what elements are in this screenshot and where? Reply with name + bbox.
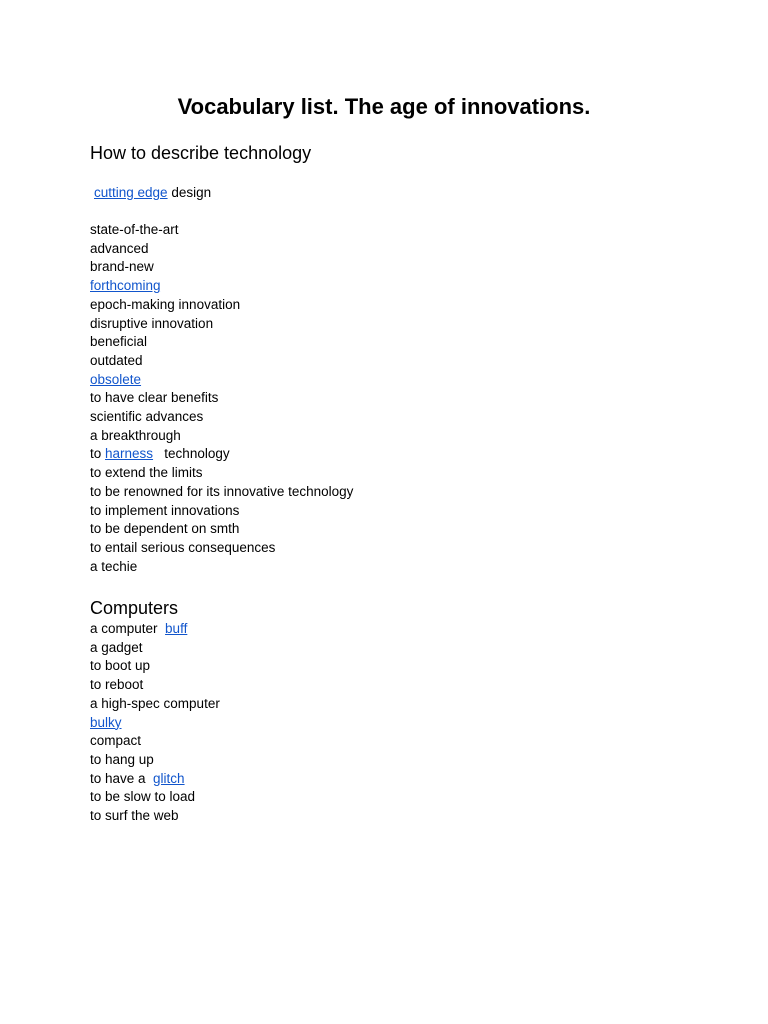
list-item-prefix: to have a [90, 770, 154, 786]
document-title: Vocabulary list. The age of innovations. [177, 94, 591, 119]
list-item: to boot up [90, 658, 151, 674]
list-item-suffix: technology [153, 446, 230, 462]
list-item: epoch-making innovation [90, 296, 241, 312]
list-item: disruptive innovation [90, 315, 214, 331]
list-item: to have clear benefits [90, 390, 219, 406]
intro-suffix: design [167, 185, 212, 200]
section-heading-technology: How to describe technology [90, 143, 312, 163]
list-item: to implement innovations [90, 502, 240, 518]
link-glitch[interactable]: glitch [153, 770, 185, 786]
technology-vocabulary-list [90, 221, 353, 576]
list-item: a gadget [90, 639, 143, 655]
list-item: to extend the limits [90, 465, 203, 481]
list-item [90, 445, 353, 464]
list-item [90, 714, 220, 733]
list-item: a techie [90, 558, 138, 574]
list-item [90, 770, 220, 789]
list-item: to be dependent on smth [90, 521, 240, 537]
list-item: to reboot [90, 677, 144, 693]
link-buff[interactable]: buff [165, 621, 188, 636]
list-item: to surf the web [90, 808, 179, 824]
link-bulky[interactable]: bulky [90, 714, 122, 730]
list-item-prefix: a computer [90, 621, 166, 636]
list-item-prefix: to [90, 446, 106, 462]
list-item: state-of-the-art [90, 222, 179, 237]
list-item: beneficial [90, 334, 148, 350]
list-item: to entail serious consequences [90, 539, 276, 555]
list-item: a breakthrough [90, 427, 181, 443]
list-item: brand-new [90, 259, 154, 275]
list-item: to hang up [90, 751, 154, 767]
list-item [90, 620, 220, 639]
list-item [90, 371, 353, 390]
list-item: a high-spec computer [90, 695, 220, 711]
section-heading-computers: Computers [90, 598, 179, 618]
list-item: scientific advances [90, 409, 204, 425]
list-item: to be renowned for its innovative technology [90, 483, 354, 499]
link-harness[interactable]: harness [105, 446, 154, 462]
intro-line [94, 184, 211, 203]
link-cutting-edge[interactable]: cutting edge [94, 185, 168, 200]
list-item: compact [90, 733, 142, 749]
link-obsolete[interactable]: obsolete [90, 371, 142, 387]
list-item: advanced [90, 240, 149, 256]
list-item [90, 277, 353, 296]
list-item: outdated [90, 352, 143, 368]
computers-vocabulary-list [90, 620, 220, 826]
link-forthcoming[interactable]: forthcoming [90, 278, 161, 294]
list-item: to be slow to load [90, 789, 196, 805]
